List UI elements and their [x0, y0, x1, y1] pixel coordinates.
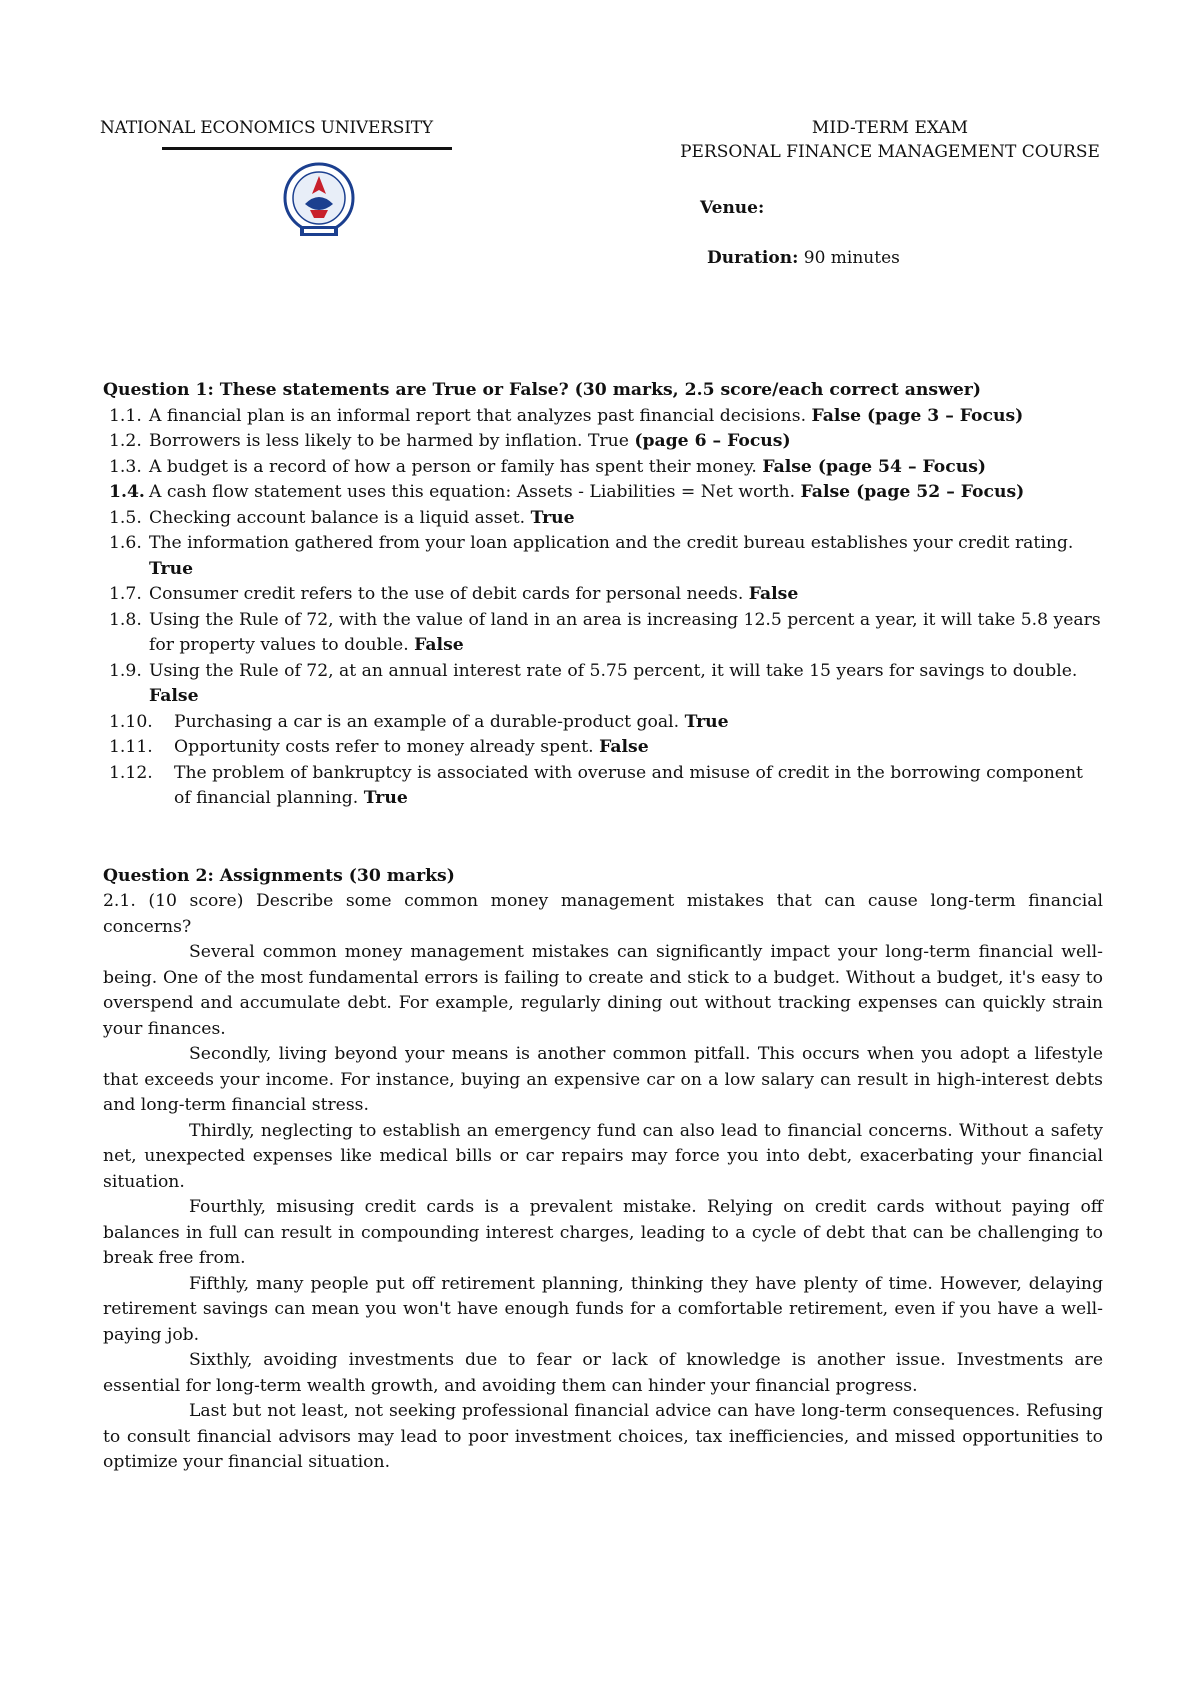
question-2-prompt: 2.1. (10 score) Describe some common money management mistakes that can cause long-term financial concerns? [103, 891, 1103, 937]
item-text: Using the Rule of 72, at an annual interest rate of 5.75 percent, it will take 15 years for savings to double. [149, 660, 1078, 681]
answer-paragraph: Thirdly, neglecting to establish an emergency fund can also lead to financial concerns. Without a safety net, unexpected expenses like medical bills or car repairs may force you into debt, exacerbating your financial situation. [103, 1120, 1103, 1192]
list-item [103, 455, 1103, 481]
list-item [103, 582, 1103, 608]
item-number: 1.12. [109, 762, 153, 783]
item-answer: False (page 54 – Focus) [762, 456, 987, 477]
answer-paragraph: Fifthly, many people put off retirement planning, thinking they have plenty of time. However, delaying retirement savings can mean you won't have enough funds for a comfortable retirement, even if you have a well-paying job. [103, 1273, 1103, 1345]
item-text: A budget is a record of how a person or family has spent their money. [149, 456, 757, 477]
item-number: 1.8. [109, 609, 142, 630]
list-item [103, 531, 1103, 582]
list-item [103, 480, 1103, 506]
item-answer: False (page 52 – Focus) [800, 482, 1025, 502]
answer-paragraph: Last but not least, not seeking professional financial advice can have long-term consequences. Refusing to consult financial advisors may lead to poor investment choices, tax inefficiencies, and missed opportunities to optimize your financial situation. [103, 1401, 1103, 1472]
list-item [103, 659, 1103, 710]
item-text: Using the Rule of 72, with the value of land in an area is increasing 12.5 percent a year, it will take 5.8 years for property values to double. [149, 609, 1101, 655]
item-number: 1.9. [109, 660, 142, 681]
item-answer: False (page 3 – Focus) [811, 405, 1024, 426]
answer-paragraph: Secondly, living beyond your means is another common pitfall. This occurs when you adopt a lifestyle that exceeds your income. For instance, buying an expensive car on a low salary can result in high-interest debts and long-term financial stress. [103, 1044, 1103, 1115]
item-answer: True [363, 788, 408, 808]
course-title: PERSONAL FINANCE MANAGEMENT COURSE [680, 142, 1100, 162]
list-item [103, 429, 1103, 455]
question-1-title: Question 1: These statements are True or False? (30 marks, 2.5 score/each correct answer) [103, 380, 981, 400]
item-text: Purchasing a car is an example of a durable-product goal. [174, 711, 680, 732]
question-1-list [103, 404, 1103, 812]
list-item [103, 735, 1103, 761]
item-answer: True [149, 558, 194, 579]
duration-label: Duration: [707, 248, 799, 268]
item-number: 1.10. [109, 711, 153, 732]
item-text: The problem of bankruptcy is associated with overuse and misuse of credit in the borrowing component of financial planning. [174, 762, 1083, 808]
question-2-section [103, 864, 1103, 1476]
university-name: NATIONAL ECONOMICS UNIVERSITY [100, 118, 433, 138]
item-answer: False [414, 635, 464, 655]
item-number: 1.11. [109, 737, 153, 757]
item-text: A financial plan is an informal report that analyzes past financial decisions. [149, 405, 807, 426]
item-text: Consumer credit refers to the use of debit cards for personal needs. [149, 584, 744, 604]
item-number: 1.7. [109, 584, 142, 604]
question-2-title: Question 2: Assignments (30 marks) [103, 865, 455, 886]
item-number: 1.5. [109, 507, 142, 528]
item-number: 1.4. [109, 482, 145, 502]
answer-paragraph: Sixthly, avoiding investments due to fear or lack of knowledge is another issue. Investments are essential for long-term wealth growth, and avoiding them can hinder your financial progress. [103, 1350, 1103, 1396]
university-underline [162, 147, 452, 150]
item-text: A cash flow statement uses this equation: Assets - Liabilities = Net worth. [149, 482, 796, 502]
item-number: 1.3. [109, 456, 142, 477]
list-item [103, 761, 1103, 812]
exam-header [620, 118, 1160, 166]
item-text: Borrowers is less likely to be harmed by inflation. True [149, 431, 629, 451]
item-answer: (page 6 – Focus) [634, 431, 791, 451]
list-item [103, 404, 1103, 430]
item-number: 1.1. [109, 405, 142, 426]
item-answer: False [599, 737, 649, 757]
item-number: 1.6. [109, 533, 142, 553]
duration-value: 90 minutes [803, 248, 900, 268]
item-answer: False [748, 584, 799, 604]
item-number: 1.2. [109, 431, 142, 451]
university-logo-icon [280, 160, 358, 242]
item-text: Checking account balance is a liquid asset. [149, 507, 526, 528]
item-answer: True [530, 507, 575, 528]
venue-label: Venue: [700, 198, 765, 218]
item-answer: False [149, 686, 199, 706]
item-text: Opportunity costs refer to money already spent. [174, 737, 594, 757]
list-item [103, 710, 1103, 736]
exam-body [103, 378, 1103, 1476]
answer-paragraph: Several common money management mistakes can significantly impact your long-term financial well-being. One of the most fundamental errors is failing to create and stick to a budget. Without a budget, it's easy to overspend and accumulate debt. For example, regularly dining out without tracking expenses can quickly strain your finances. [103, 942, 1103, 1039]
list-item [103, 506, 1103, 532]
item-answer: True [684, 711, 729, 732]
list-item [103, 608, 1103, 659]
item-text: The information gathered from your loan application and the credit bureau establishes your credit rating. [149, 533, 1074, 553]
answer-paragraph: Fourthly, misusing credit cards is a prevalent mistake. Relying on credit cards without paying off balances in full can result in compounding interest charges, leading to a cycle of debt that can be challenging to break free from. [103, 1197, 1103, 1268]
duration [707, 248, 900, 268]
exam-title: MID-TERM EXAM [811, 118, 969, 138]
